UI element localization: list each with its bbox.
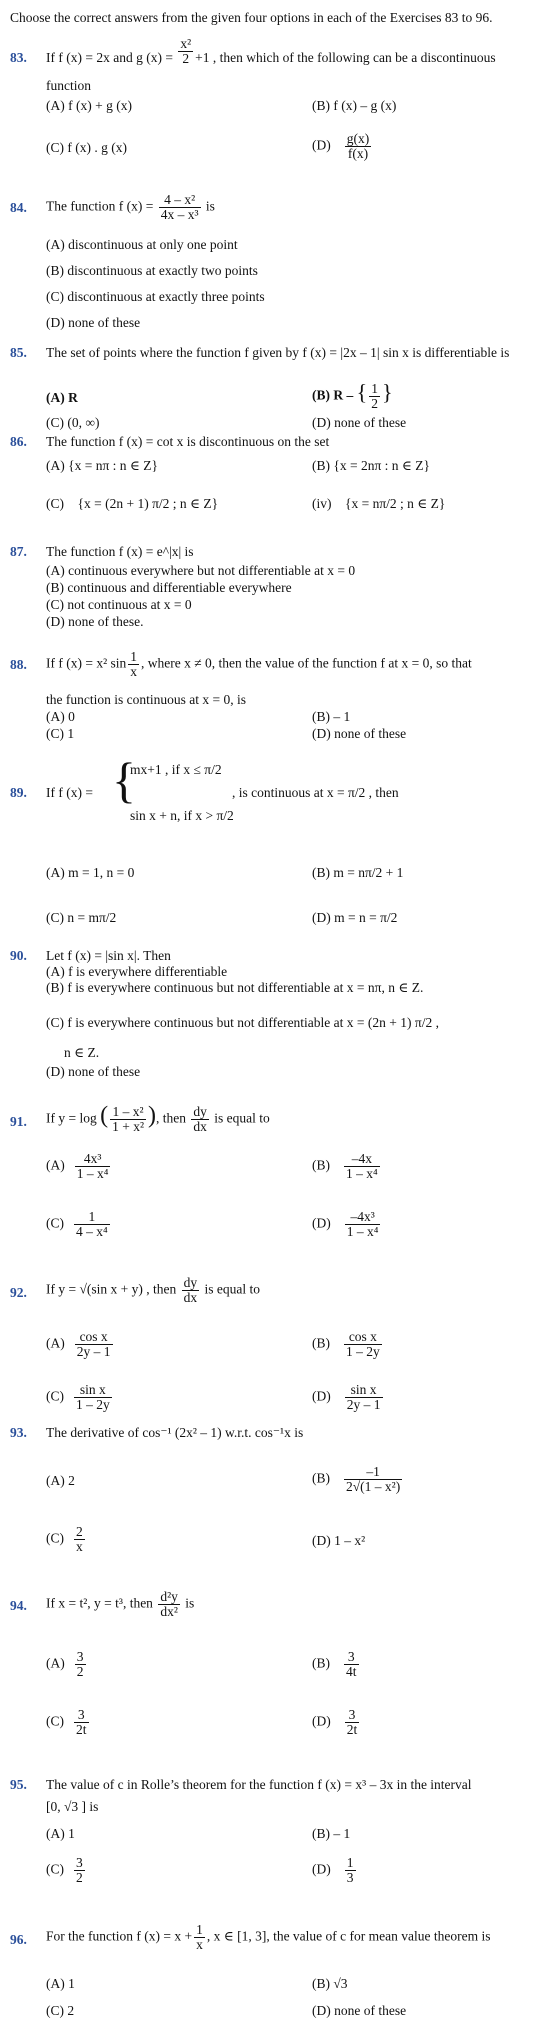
question-text: If y = log ( $\frac{\text{1 – x²}}{\text{1 + x²}}$ ), then $\frac{dy}{dx}$ is equal to: [46, 1102, 270, 1134]
question-text: For the function f (x) = x + $\frac{1}{x}$ , x ∈ [1, 3], the value of c for mean value theorem is: [46, 1922, 491, 1952]
option-a[interactable]: (A) $\frac{\text{cos x}}{2y - 1}$: [46, 1329, 111, 1359]
option-a[interactable]: (A) f (x) + g (x): [46, 98, 132, 113]
option-c[interactable]: (C) (0, ∞): [46, 415, 100, 430]
option-a[interactable]: (A) 1: [46, 1826, 75, 1841]
option-d[interactable]: (D) none of these: [312, 726, 407, 741]
question-number: 88.: [10, 657, 27, 672]
option-c[interactable]: (C) $\frac{3}{2}$: [46, 1855, 83, 1885]
option-c[interactable]: (C) $\frac{\text{sin x}}{1 - 2y}$: [46, 1382, 110, 1412]
option-c[interactable]: (C) {x = (2n + 1) π/2 ; n ∈ Z}: [46, 496, 219, 511]
option-a[interactable]: (A) m = 1, n = 0: [46, 865, 135, 880]
question-text-cont: function: [46, 78, 91, 93]
question-number: 86.: [10, 434, 27, 449]
option-b[interactable]: (B) {x = 2nπ : n ∈ Z}: [312, 458, 430, 473]
question-number: 89.: [10, 785, 27, 800]
option-d[interactable]: (D) none of these: [46, 315, 141, 330]
option-a[interactable]: (A) R: [46, 390, 78, 405]
question-number: 91.: [10, 1114, 27, 1129]
question-text: If f (x) = 2x and g (x) = $\frac{\text{x²}}{2}$ +1 , then which of the following can be a discontinuous: [46, 36, 496, 67]
question-number: 83.: [10, 50, 27, 65]
option-b[interactable]: (B) $\frac{-1}{\text{2√(1 – x²)}}$: [312, 1464, 401, 1494]
question-text: If f (x) = x² sin $\frac{1}{x}$ , where x ≠ 0, then the value of the function f at x = 0, so that: [46, 649, 472, 679]
option-d[interactable]: (iv) {x = nπ/2 ; n ∈ Z}: [312, 496, 446, 511]
option-b[interactable]: (B) $\frac{3}{4t}$: [312, 1649, 357, 1679]
question-number: 95.: [10, 1777, 27, 1792]
option-a[interactable]: (A) f is everywhere differentiable: [46, 964, 228, 979]
option-b[interactable]: (B) – 1: [312, 709, 351, 724]
option-c[interactable]: (C) f is everywhere continuous but not differentiable at x = (2n + 1) π/2 ,: [46, 1015, 439, 1030]
option-a[interactable]: (A) $\frac{3}{2}$: [46, 1649, 84, 1679]
option-c-cont: n ∈ Z.: [64, 1045, 100, 1060]
option-d[interactable]: (D) none of these: [312, 415, 407, 430]
question-number: 92.: [10, 1285, 27, 1300]
question-text: If x = t², y = t³, then $\frac{\text{d²y}}{\text{dx²}}$ is: [46, 1589, 195, 1619]
option-b[interactable]: (B) $\frac{-4x}{\text{1 – x⁴}}$: [312, 1151, 378, 1181]
option-d[interactable]: (D) 1 – x²: [312, 1533, 366, 1548]
question-text-cont: , is continuous at x = π/2 , then: [232, 785, 399, 800]
option-c[interactable]: (C) $\frac{3}{2t}$: [46, 1707, 87, 1737]
question-number: 90.: [10, 948, 27, 963]
option-b[interactable]: (B) discontinuous at exactly two points: [46, 263, 258, 278]
question-text: The function f (x) = $\frac{\text{4 – x²}}{\text{4x – x³}}$ is: [46, 192, 215, 222]
option-d[interactable]: (D) $\frac{1}{3}$: [312, 1855, 354, 1885]
option-b[interactable]: (B) R – { $\frac{1}{2}$ }: [312, 379, 393, 411]
question-number: 84.: [10, 200, 27, 215]
question-number: 87.: [10, 544, 27, 559]
question-number: 96.: [10, 1932, 27, 1947]
option-c[interactable]: (C) discontinuous at exactly three points: [46, 289, 265, 304]
piecewise-case-2: sin x + n, if x > π/2: [130, 808, 234, 823]
question-text: The function f (x) = e^|x| is: [46, 544, 194, 559]
option-a[interactable]: (A) 1: [46, 1976, 75, 1991]
option-d[interactable]: (D) none of these: [312, 2003, 407, 2018]
question-text: The function f (x) = cot x is discontinuous on the set: [46, 434, 330, 449]
option-b[interactable]: (B) f (x) – g (x): [312, 98, 397, 113]
option-b[interactable]: (B) $\frac{\text{cos x}}{1 - 2y}$: [312, 1329, 380, 1359]
question-number: 93.: [10, 1425, 27, 1440]
question-text-lead: If f (x) =: [46, 785, 93, 800]
question-text: The value of c in Rolle’s theorem for the function f (x) = x³ – 3x in the interval: [46, 1777, 472, 1792]
option-c[interactable]: (C) $\frac{2}{x}$: [46, 1524, 83, 1554]
option-a[interactable]: (A) $\frac{\text{4x³}}{\text{1 – x⁴}}$: [46, 1151, 109, 1181]
piecewise-brace: {: [112, 752, 136, 808]
question-text: If y = √(sin x + y) , then $\frac{dy}{dx}$ is equal to: [46, 1275, 260, 1305]
option-c[interactable]: (C) n = mπ/2: [46, 910, 117, 925]
option-b[interactable]: (B) f is everywhere continuous but not differentiable at x = nπ, n ∈ Z.: [46, 980, 424, 995]
option-d[interactable]: (D) none of these: [46, 1064, 141, 1079]
option-c[interactable]: (C) not continuous at x = 0: [46, 597, 192, 612]
option-c[interactable]: (C) 1: [46, 726, 75, 741]
piecewise-case-1: mx+1 , if x ≤ π/2: [130, 762, 222, 777]
option-a[interactable]: (A) discontinuous at only one point: [46, 237, 238, 252]
option-a[interactable]: (A) 2: [46, 1473, 75, 1488]
option-d[interactable]: (D) none of these.: [46, 614, 144, 629]
option-a[interactable]: (A) continuous everywhere but not differentiable at x = 0: [46, 563, 356, 578]
option-b[interactable]: (B) m = nπ/2 + 1: [312, 865, 404, 880]
instructions-header: Choose the correct answers from the given four options in each of the Exercises 83 to 96.: [10, 10, 493, 25]
question-number: 94.: [10, 1598, 27, 1613]
option-d[interactable]: (D) m = n = π/2: [312, 910, 398, 925]
question-text: The set of points where the function f given by f (x) = |2x – 1| sin x is differentiable is: [46, 345, 510, 360]
option-d[interactable]: (D) $\frac{\text{–4x³}}{\text{1 – x⁴}}$: [312, 1209, 379, 1239]
option-b[interactable]: (B) √3: [312, 1976, 348, 1991]
option-a[interactable]: (A) {x = nπ : n ∈ Z}: [46, 458, 158, 473]
question-number: 85.: [10, 345, 27, 360]
option-c[interactable]: (C) f (x) . g (x): [46, 140, 127, 155]
option-c[interactable]: (C) $\frac{1}{\text{4 – x⁴}}$: [46, 1209, 108, 1239]
option-d[interactable]: (D) $\frac{g(x)}{f(x)}$: [312, 131, 370, 161]
option-d[interactable]: (D) $\frac{3}{2t}$: [312, 1707, 358, 1737]
question-text: Let f (x) = |sin x|. Then: [46, 948, 171, 963]
option-b[interactable]: (B) – 1: [312, 1826, 351, 1841]
question-text-cont: [0, √3 ] is: [46, 1799, 99, 1814]
option-c[interactable]: (C) 2: [46, 2003, 75, 2018]
question-text: The derivative of cos⁻¹ (2x² – 1) w.r.t. cos⁻¹x is: [46, 1425, 304, 1440]
option-b[interactable]: (B) continuous and differentiable everywhere: [46, 580, 292, 595]
question-text-cont: the function is continuous at x = 0, is: [46, 692, 246, 707]
option-a[interactable]: (A) 0: [46, 709, 75, 724]
option-d[interactable]: (D) $\frac{\text{sin x}}{2y - 1}$: [312, 1382, 381, 1412]
